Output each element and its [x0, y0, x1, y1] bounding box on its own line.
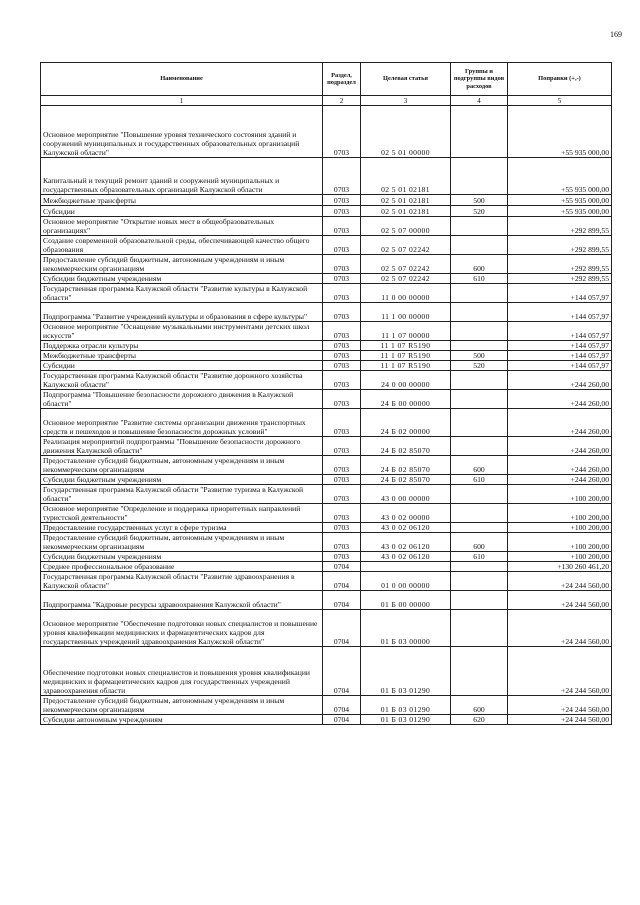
row-name: Капитальный и текущий ремонт зданий и сооружений муниципальных и государственных образовательных организаций Калужской области: [41, 158, 323, 195]
row-target: 11 1 07 R5190: [361, 341, 451, 351]
row-target: 24 Б 02 00000: [361, 409, 451, 437]
row-group: 600: [451, 255, 508, 274]
row-name: Государственная программа Калужской области "Развитие дорожного хозяйства Калужской области": [41, 371, 323, 390]
header-name: Наименование: [41, 63, 323, 96]
row-group: 600: [451, 533, 508, 552]
row-group: 620: [451, 715, 508, 725]
row-section: 0704: [323, 610, 361, 647]
row-amount: +24 244 560,00: [508, 715, 612, 725]
row-target: 11 1 07 R5190: [361, 351, 451, 361]
column-number: 1: [41, 96, 323, 106]
row-target: 02 5 01 02181: [361, 195, 451, 206]
row-amount: +100 200,00: [508, 552, 612, 562]
row-name: Межбюджетные трансферты: [41, 351, 323, 361]
row-group: [451, 572, 508, 591]
row-target: 02 5 07 02242: [361, 274, 451, 284]
row-amount: +244 260,00: [508, 371, 612, 390]
header-amendment: Поправки (+,-): [508, 63, 612, 96]
row-amount: +55 935 000,00: [508, 158, 612, 195]
row-group: 600: [451, 456, 508, 475]
row-amount: +144 057,97: [508, 361, 612, 371]
table-row: [41, 715, 612, 725]
row-section: 0704: [323, 562, 361, 572]
row-section: 0703: [323, 456, 361, 475]
header-section: Раздел, подраздел: [323, 63, 361, 96]
row-section: 0703: [323, 437, 361, 456]
table-row: [41, 390, 612, 409]
row-group: 600: [451, 696, 508, 715]
row-section: 0703: [323, 236, 361, 255]
row-section: 0703: [323, 504, 361, 523]
row-target: 24 Б 02 85070: [361, 475, 451, 485]
table-row: [41, 696, 612, 715]
row-group: [451, 106, 508, 158]
table-row: [41, 523, 612, 533]
row-target: 24 Б 00 00000: [361, 390, 451, 409]
table-row: [41, 322, 612, 341]
row-group: [451, 437, 508, 456]
row-name: Государственная программа Калужской области "Развитие культуры в Калужской области": [41, 284, 323, 303]
table-row: [41, 303, 612, 322]
row-group: 500: [451, 351, 508, 361]
row-group: [451, 504, 508, 523]
row-amount: +24 244 560,00: [508, 572, 612, 591]
table-row: [41, 195, 612, 206]
row-name: Подпрограмма "Кадровые ресурсы здравоохранения Калужской области": [41, 591, 323, 610]
row-amount: +55 935 000,00: [508, 206, 612, 217]
table-row: [41, 236, 612, 255]
row-section: 0703: [323, 409, 361, 437]
row-group: [451, 303, 508, 322]
table-row: [41, 437, 612, 456]
row-section: 0703: [323, 206, 361, 217]
row-group: [451, 158, 508, 195]
row-amount: +55 935 000,00: [508, 195, 612, 206]
row-section: 0704: [323, 715, 361, 725]
row-group: [451, 610, 508, 647]
row-name: Основное мероприятие "Повышение уровня технического состояния зданий и сооружений муниципальных и государственных образовательных организаций Калужской области": [41, 106, 323, 158]
row-name: Предоставление субсидий бюджетным, автономным учреждениям и иным некоммерческим организациям: [41, 255, 323, 274]
row-amount: +292 899,55: [508, 274, 612, 284]
row-name: Субсидии бюджетным учреждениям: [41, 475, 323, 485]
row-name: Предоставление субсидий бюджетным, автономным учреждениям и иным некоммерческим организациям: [41, 533, 323, 552]
table-row: [41, 409, 612, 437]
row-name: Предоставление субсидий бюджетным, автономным учреждениям и иным некоммерческим организациям: [41, 696, 323, 715]
row-group: [451, 236, 508, 255]
row-name: Субсидии бюджетным учреждениям: [41, 274, 323, 284]
header-target: Целевая статья: [361, 63, 451, 96]
row-name: Подпрограмма "Повышение безопасности дорожного движения в Калужской области": [41, 390, 323, 409]
row-amount: +144 057,97: [508, 284, 612, 303]
row-amount: +24 244 560,00: [508, 610, 612, 647]
row-target: 02 5 07 00000: [361, 217, 451, 236]
row-section: 0703: [323, 106, 361, 158]
table-row: [41, 591, 612, 610]
row-target: 02 5 01 00000: [361, 106, 451, 158]
row-target: 11 1 07 00000: [361, 322, 451, 341]
row-section: 0703: [323, 523, 361, 533]
row-group: [451, 409, 508, 437]
row-name: Предоставление государственных услуг в сфере туризма: [41, 523, 323, 533]
row-group: 610: [451, 475, 508, 485]
row-section: 0703: [323, 475, 361, 485]
row-group: [451, 485, 508, 504]
row-group: 610: [451, 274, 508, 284]
row-name: Подпрограмма "Развитие учреждений культуры и образования в сфере культуры": [41, 303, 323, 322]
row-amount: +292 899,55: [508, 217, 612, 236]
table-row: [41, 206, 612, 217]
row-name: Основное мероприятие "Определение и поддержка приоритетных направлений туристской деятельности": [41, 504, 323, 523]
row-section: 0703: [323, 341, 361, 351]
row-name: Основное мероприятие "Оснащение музыкальными инструментами детских школ искусств": [41, 322, 323, 341]
row-group: 520: [451, 206, 508, 217]
row-name: Межбюджетные трансферты: [41, 195, 323, 206]
row-group: [451, 371, 508, 390]
row-amount: +100 200,00: [508, 523, 612, 533]
row-target: 01 Б 03 01290: [361, 647, 451, 696]
row-section: 0704: [323, 696, 361, 715]
row-target: 43 0 02 06120: [361, 552, 451, 562]
row-name: Государственная программа Калужской области "Развитие здравоохранения в Калужской области": [41, 572, 323, 591]
table-row: [41, 284, 612, 303]
row-target: 11 1 07 R5190: [361, 361, 451, 371]
row-amount: +24 244 560,00: [508, 647, 612, 696]
column-number: 4: [451, 96, 508, 106]
table-row: [41, 456, 612, 475]
row-amount: +144 057,97: [508, 303, 612, 322]
row-section: 0704: [323, 591, 361, 610]
row-target: 02 5 01 02181: [361, 158, 451, 195]
row-amount: +100 200,00: [508, 533, 612, 552]
row-group: [451, 390, 508, 409]
table-row: [41, 341, 612, 351]
row-target: 01 Б 03 00000: [361, 610, 451, 647]
row-group: [451, 562, 508, 572]
table-header-row: [41, 63, 612, 96]
row-target: 11 0 00 00000: [361, 284, 451, 303]
row-group: [451, 341, 508, 351]
row-section: 0703: [323, 371, 361, 390]
row-amount: +244 260,00: [508, 437, 612, 456]
row-name: Субсидии бюджетным учреждениям: [41, 552, 323, 562]
row-section: 0703: [323, 351, 361, 361]
row-section: 0703: [323, 361, 361, 371]
row-name: Субсидии: [41, 361, 323, 371]
row-amount: +292 899,55: [508, 236, 612, 255]
row-section: 0703: [323, 195, 361, 206]
table-row: [41, 552, 612, 562]
row-target: 43 0 02 06120: [361, 533, 451, 552]
budget-amendments-table: [40, 62, 612, 725]
row-target: 01 Б 03 01290: [361, 715, 451, 725]
row-group: [451, 523, 508, 533]
row-name: Основное мероприятие "Развитие системы организации движения транспортных средств и пешеходов и повышение безопасности дорожных условий": [41, 409, 323, 437]
row-group: 610: [451, 552, 508, 562]
row-name: Среднее профессиональное образование: [41, 562, 323, 572]
row-name: Создание современной образовательной среды, обеспечивающей качество общего образования: [41, 236, 323, 255]
row-target: 01 Б 03 01290: [361, 696, 451, 715]
header-group: Группы и подгруппы видов расходов: [451, 63, 508, 96]
row-section: 0703: [323, 158, 361, 195]
row-section: 0703: [323, 533, 361, 552]
row-target: 24 Б 02 85070: [361, 456, 451, 475]
table-row: [41, 351, 612, 361]
row-group: [451, 647, 508, 696]
row-group: [451, 591, 508, 610]
row-target: 01 0 00 00000: [361, 572, 451, 591]
row-group: 500: [451, 195, 508, 206]
row-amount: +244 260,00: [508, 390, 612, 409]
row-name: Реализация мероприятий подпрограммы "Повышение безопасности дорожного движения Калужской области": [41, 437, 323, 456]
row-section: 0703: [323, 284, 361, 303]
row-amount: +292 899,55: [508, 255, 612, 274]
row-amount: +100 200,00: [508, 504, 612, 523]
page-number: 169: [610, 30, 622, 39]
column-number: 3: [361, 96, 451, 106]
row-amount: +100 200,00: [508, 485, 612, 504]
table-row: [41, 274, 612, 284]
table-row: [41, 361, 612, 371]
row-section: 0703: [323, 274, 361, 284]
row-group: [451, 284, 508, 303]
row-name: Субсидии: [41, 206, 323, 217]
table-row: [41, 647, 612, 696]
row-target: 01 Б 00 00000: [361, 591, 451, 610]
row-amount: +144 057,97: [508, 351, 612, 361]
table-row: [41, 610, 612, 647]
row-target: 02 5 01 02181: [361, 206, 451, 217]
row-section: 0703: [323, 552, 361, 562]
row-target: 43 0 02 00000: [361, 504, 451, 523]
row-name: Основное мероприятие "Открытие новых мест в общеобразовательных организациях": [41, 217, 323, 236]
row-target: [361, 562, 451, 572]
row-amount: +130 260 461,20: [508, 562, 612, 572]
row-target: 43 0 02 06120: [361, 523, 451, 533]
table-row: [41, 572, 612, 591]
row-target: 43 0 00 00000: [361, 485, 451, 504]
row-section: 0703: [323, 217, 361, 236]
table-row: [41, 371, 612, 390]
row-amount: +144 057,97: [508, 341, 612, 351]
row-target: 11 1 00 00000: [361, 303, 451, 322]
table-row: [41, 504, 612, 523]
row-name: Предоставление субсидий бюджетным, автономным учреждениям и иным некоммерческим организациям: [41, 456, 323, 475]
row-section: 0703: [323, 303, 361, 322]
row-section: 0703: [323, 485, 361, 504]
row-name: Государственная программа Калужской области "Развитие туризма в Калужской области": [41, 485, 323, 504]
row-amount: +244 260,00: [508, 409, 612, 437]
row-section: 0703: [323, 322, 361, 341]
row-group: [451, 217, 508, 236]
table-row: [41, 106, 612, 158]
table-row: [41, 562, 612, 572]
row-target: 24 0 00 00000: [361, 371, 451, 390]
row-target: 02 5 07 02242: [361, 255, 451, 274]
row-name: Основное мероприятие "Обеспечение подготовки новых специалистов и повышение уровня квалификации медицинских и фармацевтических кадров для государственных учреждений здравоохранения Калужской области": [41, 610, 323, 647]
row-section: 0704: [323, 572, 361, 591]
table-row: [41, 158, 612, 195]
row-section: 0703: [323, 255, 361, 274]
table-row: [41, 475, 612, 485]
column-number: 5: [508, 96, 612, 106]
row-group: 520: [451, 361, 508, 371]
column-numbers-row: [41, 96, 612, 106]
row-target: 24 Б 02 85070: [361, 437, 451, 456]
row-group: [451, 322, 508, 341]
row-amount: +244 260,00: [508, 475, 612, 485]
row-section: 0703: [323, 390, 361, 409]
row-section: 0704: [323, 647, 361, 696]
row-name: Обеспечение подготовки новых специалистов и повышения уровня квалификации медицинских и фармацевтических кадров для государственных учреждений здравоохранения области: [41, 647, 323, 696]
row-amount: +244 260,00: [508, 456, 612, 475]
column-number: 2: [323, 96, 361, 106]
row-target: 02 5 07 02242: [361, 236, 451, 255]
row-name: Поддержка отрасли культуры: [41, 341, 323, 351]
row-amount: +24 244 560,00: [508, 591, 612, 610]
row-amount: +55 935 000,00: [508, 106, 612, 158]
table-row: [41, 485, 612, 504]
table-row: [41, 255, 612, 274]
table-row: [41, 217, 612, 236]
row-amount: +144 057,97: [508, 322, 612, 341]
row-amount: +24 244 560,00: [508, 696, 612, 715]
table-row: [41, 533, 612, 552]
row-name: Субсидии автономным учреждениям: [41, 715, 323, 725]
